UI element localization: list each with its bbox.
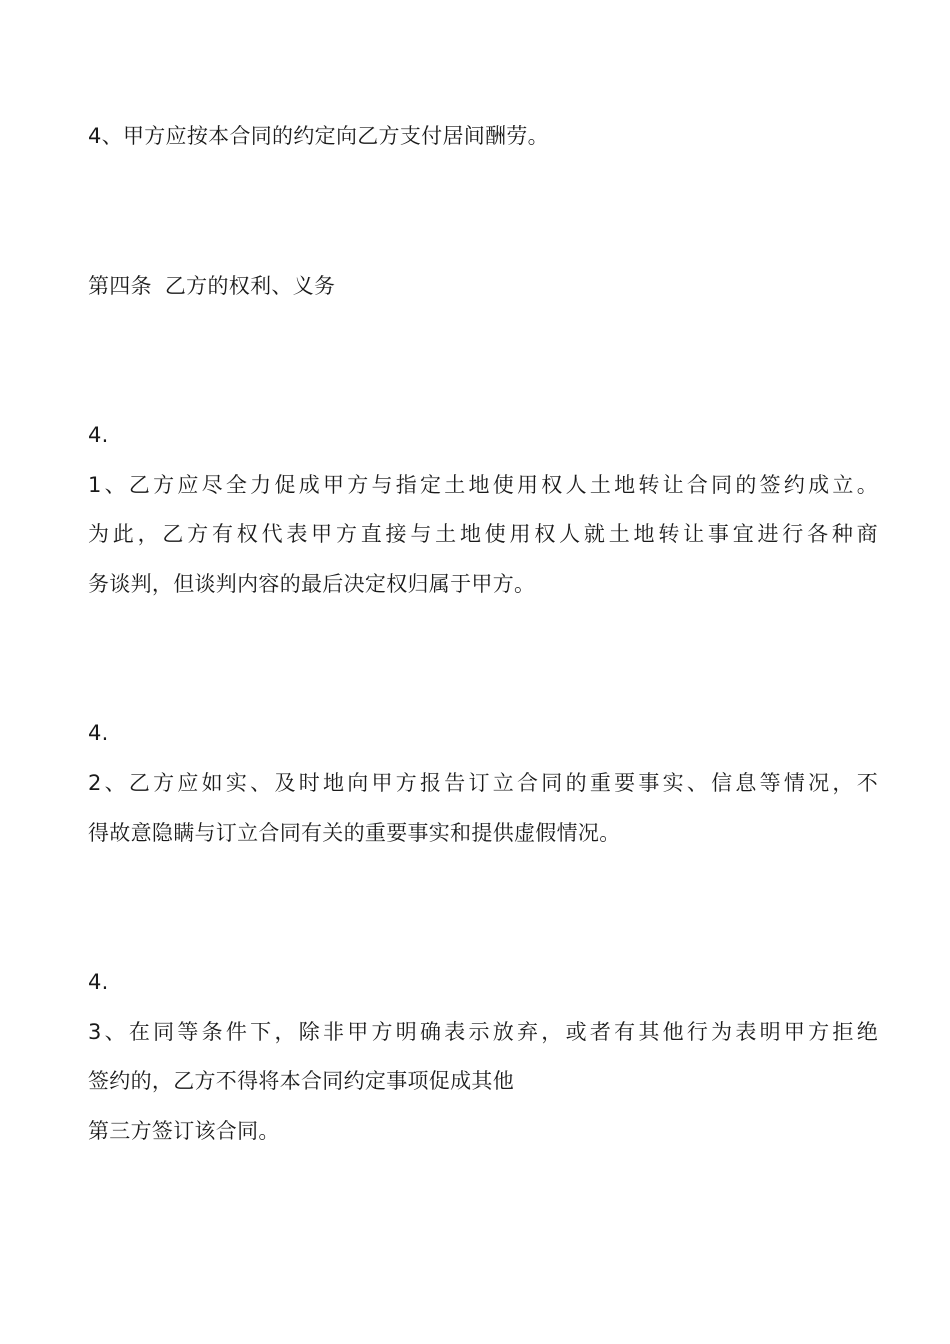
section-4-1-line-3: 务谈判，但谈判内容的最后决定权归属于甲方。 — [88, 572, 536, 596]
section-4-2-line-2: 得故意隐瞒与订立合同有关的重要事实和提供虚假情况。 — [88, 821, 621, 845]
section-4-3-line-2: 签约的，乙方不得将本合同约定事项促成其他 — [88, 1069, 514, 1093]
section-4-3-number: 4. — [88, 970, 109, 994]
section-4-1-line-2: 为此，乙方有权代表甲方直接与土地使用权人就土地转让事宜进行各种商 — [88, 522, 878, 546]
section-4-2-line-1: 2、乙方应如实、及时地向甲方报告订立合同的重要事实、信息等情况，不 — [88, 771, 878, 795]
section-4-3-line-1: 3、在同等条件下，除非甲方明确表示放弃，或者有其他行为表明甲方拒绝 — [88, 1020, 878, 1044]
section-4-2-number: 4. — [88, 721, 109, 745]
section-4-1-line-1: 1、乙方应尽全力促成甲方与指定土地使用权人土地转让合同的签约成立。 — [88, 473, 878, 497]
section-4-3-line-3: 第三方签订该合同。 — [88, 1119, 280, 1143]
article-4-heading: 第四条 乙方的权利、义务 — [88, 274, 336, 298]
section-4-1-number: 4. — [88, 423, 109, 447]
clause-3-4-text: 4、甲方应按本合同的约定向乙方支付居间酬劳。 — [88, 124, 549, 148]
